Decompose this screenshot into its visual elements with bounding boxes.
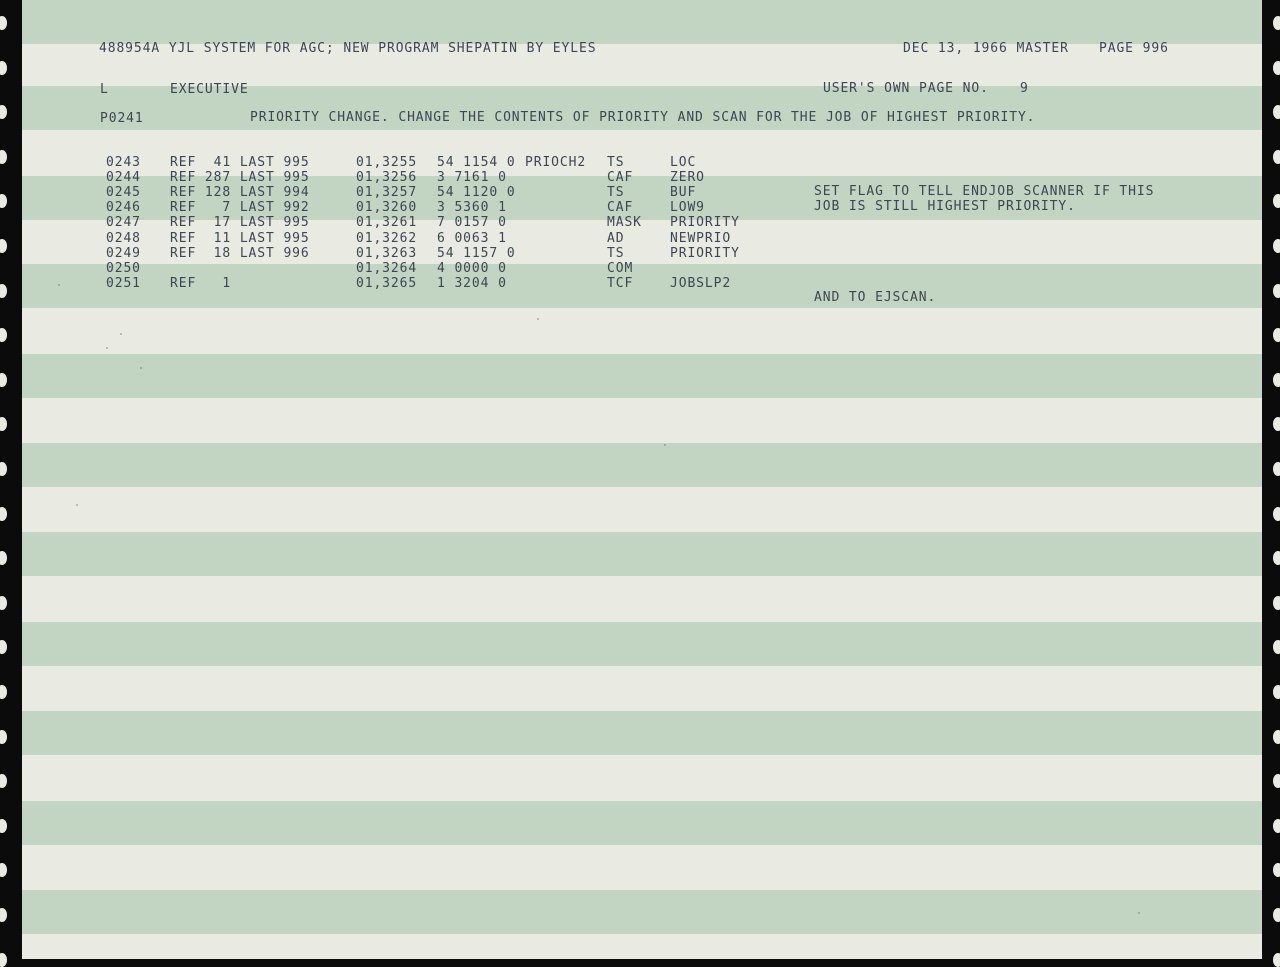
feed-hole [0, 239, 7, 253]
users-page-label: USER'S OWN PAGE NO. [823, 81, 989, 96]
printout-sheet [22, 0, 1262, 959]
feed-hole [0, 373, 7, 387]
greenbar-stripe [22, 532, 1262, 576]
page-number: PAGE 996 [1099, 41, 1169, 56]
listing-label: PRIOCH2 [525, 155, 587, 170]
section-name: EXECUTIVE [170, 82, 249, 97]
listing-address: 01,3263 [356, 245, 418, 261]
listing-line: 0247 [106, 215, 141, 231]
feed-hole [0, 685, 7, 699]
feed-hole [0, 328, 7, 342]
listing-operand: NEWPRIO [670, 230, 732, 246]
listing-address: 01,3265 [356, 275, 418, 291]
listing-ref: REF 287 LAST 995 [170, 170, 310, 186]
feed-hole [1273, 819, 1280, 833]
job-title: 488954A YJL SYSTEM FOR AGC; NEW PROGRAM SHEPATIN BY EYLES [99, 41, 597, 56]
feed-hole [0, 105, 7, 119]
listing-address: 01,3256 [356, 170, 418, 186]
listing-op: TS [607, 155, 625, 170]
listing-op: AD [607, 230, 625, 246]
listing-code: 1 3204 0 [437, 275, 507, 291]
feed-hole [1273, 105, 1280, 119]
listing-comment: JOB IS STILL HIGHEST PRIORITY. [814, 199, 1076, 215]
feed-hole [0, 61, 7, 75]
feed-hole [1273, 239, 1280, 253]
feed-hole [1273, 373, 1280, 387]
listing-ref: REF 1 [170, 275, 232, 291]
paper-speck [120, 333, 122, 335]
listing-code: 54 1154 0 [437, 155, 516, 170]
feed-hole [1273, 596, 1280, 610]
feed-hole [1273, 640, 1280, 654]
feed-hole [1273, 417, 1280, 431]
listing-op: TS [607, 185, 625, 201]
listing-comment: AND TO EJSCAN. [814, 289, 937, 305]
greenbar-stripe [22, 711, 1262, 755]
listing-address: 01,3264 [356, 260, 418, 276]
feed-hole [0, 953, 7, 967]
listing-code: 6 0063 1 [437, 230, 507, 246]
feed-hole [0, 194, 7, 208]
listing-operand: PRIORITY [670, 215, 740, 231]
procedure-id: P0241 [100, 111, 144, 126]
paper-speck [537, 318, 539, 320]
feed-hole [1273, 863, 1280, 877]
listing-ref: REF 11 LAST 995 [170, 230, 310, 246]
feed-hole [0, 596, 7, 610]
paper-speck [76, 504, 78, 506]
procedure-description: PRIORITY CHANGE. CHANGE THE CONTENTS OF PRIORITY AND SCAN FOR THE JOB OF HIGHEST PRIORITY. [250, 110, 1036, 125]
feed-hole [1273, 61, 1280, 75]
listing-operand: LOC [670, 155, 697, 170]
greenbar-stripe [22, 354, 1262, 398]
feed-hole [1273, 194, 1280, 208]
greenbar-stripe [22, 801, 1262, 845]
listing-code: 4 0000 0 [437, 260, 507, 276]
paper-speck [664, 444, 666, 446]
feed-hole [1273, 774, 1280, 788]
feed-hole [0, 819, 7, 833]
listing-code: 54 1120 0 [437, 185, 516, 201]
listing-code: 3 7161 0 [437, 170, 507, 186]
feed-hole [0, 150, 7, 164]
feed-hole [1273, 328, 1280, 342]
users-page-number: 9 [1020, 81, 1029, 96]
listing-line: 0248 [106, 230, 141, 246]
listing-line: 0249 [106, 245, 141, 261]
listing-operand: BUF [670, 185, 697, 201]
listing-ref: REF 7 LAST 992 [170, 200, 310, 216]
listing-ref: REF 17 LAST 995 [170, 215, 310, 231]
feed-hole [1273, 16, 1280, 30]
feed-hole [0, 908, 7, 922]
feed-hole [1273, 551, 1280, 565]
listing-ref: REF 41 LAST 995 [170, 155, 310, 170]
listing-op: TCF [607, 275, 634, 291]
listing-operand: LOW9 [670, 200, 705, 216]
listing-operand: PRIORITY [670, 245, 740, 261]
feed-hole [1273, 908, 1280, 922]
paper-speck [106, 347, 108, 349]
listing-line: 0243 [106, 155, 141, 170]
section-marker: L [100, 82, 109, 97]
greenbar-stripe [22, 890, 1262, 934]
feed-hole [1273, 150, 1280, 164]
feed-hole [0, 507, 7, 521]
listing-address: 01,3260 [356, 200, 418, 216]
feed-hole [0, 16, 7, 30]
listing-address: 01,3257 [356, 185, 418, 201]
feed-hole [1273, 685, 1280, 699]
feed-hole [0, 730, 7, 744]
listing-code: 7 0157 0 [437, 215, 507, 231]
listing-comment: SET FLAG TO TELL ENDJOB SCANNER IF THIS [814, 184, 1155, 200]
feed-hole [0, 551, 7, 565]
feed-hole [1273, 953, 1280, 967]
feed-hole [0, 284, 7, 298]
listing-line: 0245 [106, 185, 141, 201]
listing-address: 01,3255 [356, 155, 418, 170]
greenbar-stripe [22, 443, 1262, 487]
paper-speck [58, 284, 60, 286]
paper-speck [140, 367, 142, 369]
feed-hole [1273, 462, 1280, 476]
listing-line: 0246 [106, 200, 141, 216]
greenbar-stripe [22, 0, 1262, 44]
listing-line: 0244 [106, 170, 141, 186]
listing-op: CAF [607, 170, 634, 186]
listing-ref: REF 128 LAST 994 [170, 185, 310, 201]
listing-line: 0251 [106, 275, 141, 291]
print-date: DEC 13, 1966 MASTER [903, 41, 1069, 56]
feed-hole [1273, 730, 1280, 744]
listing-line: 0250 [106, 260, 141, 276]
listing-op: CAF [607, 200, 634, 216]
listing-op: TS [607, 245, 625, 261]
listing-address: 01,3262 [356, 230, 418, 246]
feed-hole [0, 462, 7, 476]
listing-ref: REF 18 LAST 996 [170, 245, 310, 261]
listing-op: COM [607, 260, 634, 276]
listing-code: 54 1157 0 [437, 245, 516, 261]
listing-operand: ZERO [670, 170, 705, 186]
paper-speck [1138, 912, 1140, 914]
greenbar-stripe [22, 622, 1262, 666]
feed-hole [1273, 284, 1280, 298]
feed-hole [0, 774, 7, 788]
feed-hole [0, 863, 7, 877]
listing-operand: JOBSLP2 [670, 275, 732, 291]
feed-hole [0, 640, 7, 654]
listing-address: 01,3261 [356, 215, 418, 231]
listing-op: MASK [607, 215, 642, 231]
feed-hole [1273, 507, 1280, 521]
listing-code: 3 5360 1 [437, 200, 507, 216]
feed-hole [0, 417, 7, 431]
